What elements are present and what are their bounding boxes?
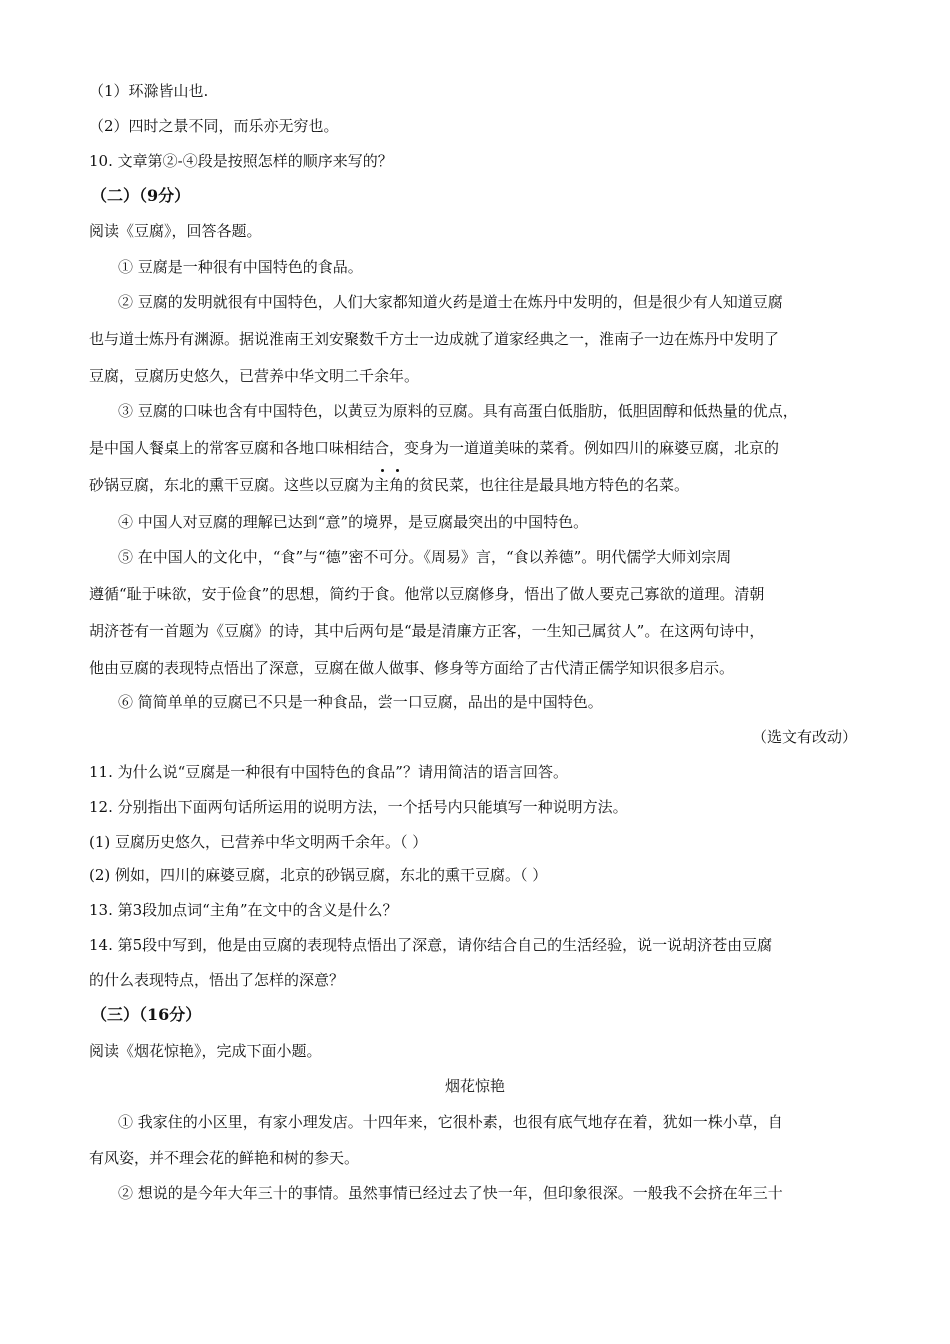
article-paragraph-2-line-1: ② 想说的是今年大年三十的事情。虽然事情已经过去了快一年，但印象很深。一般我不会挤在年三十 <box>118 1184 783 1202</box>
paragraph-5-line-2: 遵循“耻于味欲，安于俭食”的思想，简约于食。他常以豆腐修身，悟出了做人要克己寡欲的道理。清朝 <box>89 585 765 603</box>
paragraph-4: ④ 中国人对豆腐的理解已达到“意”的境界，是豆腐最突出的中国特色。 <box>118 513 589 531</box>
section2-heading: （二）（9分） <box>91 186 191 205</box>
q12-item-2: (2) 例如，四川的麻婆豆腐，北京的砂锅豆腐，东北的熏干豆腐。（ ） <box>89 866 548 884</box>
paragraph-1: ① 豆腐是一种很有中国特色的食品。 <box>118 258 363 276</box>
paragraph-5-line-3: 胡济苍有一首题为《豆腐》的诗，其中后两句是“最是清廉方正客，一生知己属贫人”。在这两句诗中， <box>89 622 765 640</box>
section3-heading: （三）（16分） <box>91 1005 202 1024</box>
q14-line-1: 14. 第5段中写到，他是由豆腐的表现特点悟出了深意，请你结合自己的生活经验，说一说胡济苍由豆腐 <box>89 936 773 954</box>
q11-question: 11. 为什么说“豆腐是一种很有中国特色的食品”？请用简洁的语言回答。 <box>89 763 568 781</box>
article-paragraph-1-line-2: 有风姿，并不理会花的鲜艳和树的参天。 <box>89 1149 360 1167</box>
emphasis-dot-char: 主 <box>374 476 390 494</box>
section2-intro: 阅读《豆腐》，回答各题。 <box>89 222 262 240</box>
q12-item-1: (1) 豆腐历史悠久，已营养中华文明两千余年。（ ） <box>89 833 428 851</box>
paragraph-5-line-1: ⑤ 在中国人的文化中，“食”与“德”密不可分。《周易》言，“食以养德”。明代儒学大师刘宗周 <box>118 548 732 566</box>
paragraph-3-line-2: 是中国人餐桌上的常客豆腐和各地口味相结合，变身为一道道美味的菜肴。例如四川的麻婆豆腐，北京的 <box>89 439 780 457</box>
paragraph-2-line-3: 豆腐，豆腐历史悠久，已营养中华文明二千余年。 <box>89 367 420 385</box>
q13-question: 13. 第3段加点词“主角”在文中的含义是什么？ <box>89 901 398 919</box>
article-paragraph-1-line-1: ① 我家住的小区里，有家小理发店。十四年来，它很朴素，也很有底气地存在着，犹如一株小草，自 <box>118 1113 783 1131</box>
q9-sub1: （1）环滁皆山也. <box>89 82 209 100</box>
q12-question: 12. 分别指出下面两句话所运用的说明方法，一个括号内只能填写一种说明方法。 <box>89 798 628 816</box>
paragraph-3-line-1: ③ 豆腐的口味也含有中国特色，以黄豆为原料的豆腐。具有高蛋白低脂肪，低胆固醇和低热量的优点， <box>118 402 798 420</box>
paragraph-5-line-4: 他由豆腐的表现特点悟出了深意，豆腐在做人做事、修身等方面给了古代清正儒学知识很多启示。 <box>89 659 735 677</box>
article-title: 烟花惊艳 <box>444 1077 505 1095</box>
emphasis-dot-char: 角 <box>389 476 405 494</box>
q10-question: 10. 文章第②-④段是按照怎样的顺序来写的？ <box>89 152 393 170</box>
paragraph-2-line-1: ② 豆腐的发明就很有中国特色，人们大家都知道火药是道士在炼丹中发明的，但是很少有人知道豆腐 <box>118 293 783 311</box>
source-note: （选文有改动） <box>751 728 857 746</box>
paragraph-6: ⑥ 简简单单的豆腐已不只是一种食品，尝一口豆腐，品出的是中国特色。 <box>118 693 603 711</box>
paragraph-2-line-2: 也与道士炼丹有渊源。据说淮南王刘安聚数千方士一边成就了道家经典之一，淮南子一边在炼丹中发明了 <box>89 330 780 348</box>
paragraph-3-text-after: 的贫民菜，也往往是最具地方特色的名菜。 <box>404 476 690 494</box>
q9-sub2: （2）四时之景不同，而乐亦无穷也。 <box>89 117 339 135</box>
paragraph-3-text-before: 砂锅豆腐，东北的熏干豆腐。这些以豆腐为 <box>89 476 375 494</box>
section3-intro: 阅读《烟花惊艳》，完成下面小题。 <box>89 1042 322 1060</box>
paragraph-3-line-3 <box>89 475 689 495</box>
q14-line-2: 的什么表现特点，悟出了怎样的深意？ <box>89 971 345 989</box>
